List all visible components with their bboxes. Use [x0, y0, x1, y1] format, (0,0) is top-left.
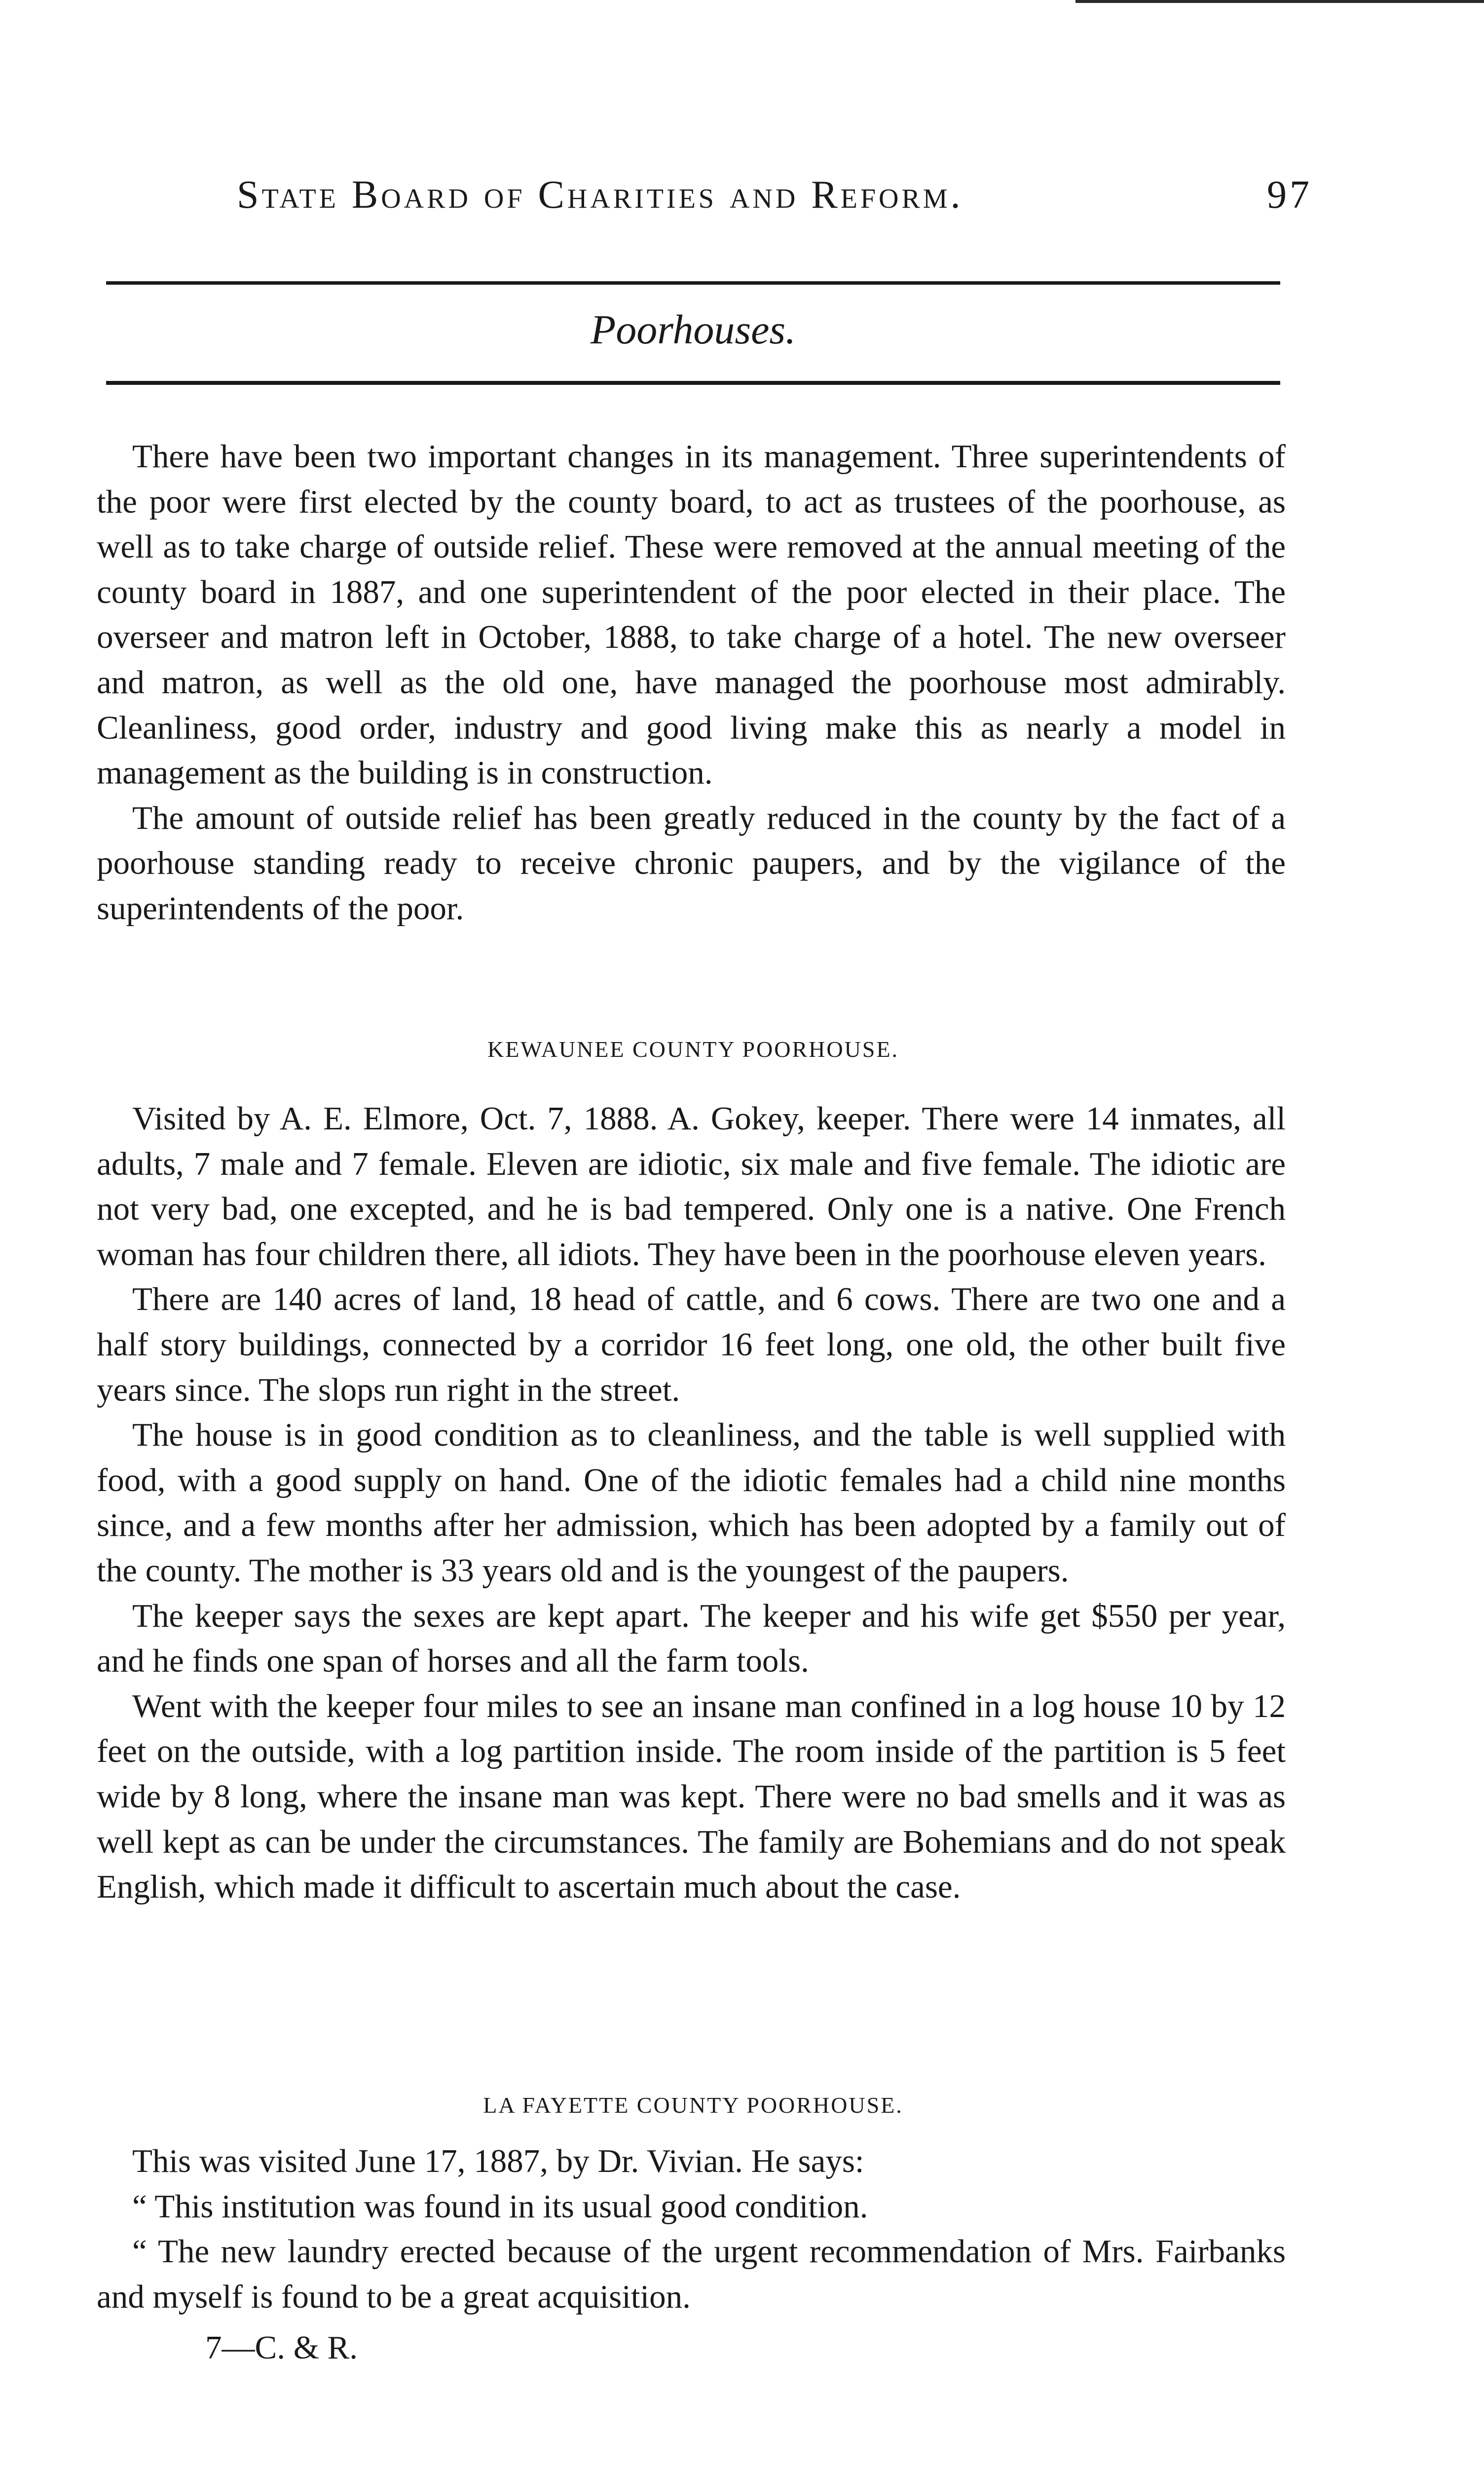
paragraph: Went with the keeper four miles to see an insane man confined in a log house 10 by 12 feet on the outside, with a log partition inside. The room inside of the partition is 5 feet wide by 8 long, where the insane man was kept. There were no bad smells and it was as well kept as can be under the circumstances. The family are Bohemians and do not speak English, which made it difficult to ascertain much about the case.: [97, 1687, 1286, 1906]
paragraph: The keeper says the sexes are kept apart. The keeper and his wife get $550 per year, and he finds one span of horses and all the farm tools.: [97, 1597, 1286, 1680]
paragraph: “ The new laundry erected because of the urgent recommendation of Mrs. Fairbanks and myself is found to be a great acquisition.: [97, 2233, 1286, 2315]
header-rule-top: [106, 281, 1280, 285]
paragraph: The house is in good condition as to cleanliness, and the table is well supplied with food, with a good supply on hand. One of the idiotic females had a child nine months since, and a few months after her admission, which has been adopted by a family out of the county. The mother is 33 years old and is the youngest of the paupers.: [97, 1417, 1286, 1589]
paragraph: The amount of outside relief has been greatly reduced in the county by the fact of a poorhouse standing ready to receive chronic paupers, and by the vigilance of the superintendents of the poor.: [97, 799, 1286, 927]
section-heading-kewaunee: KEWAUNEE COUNTY POORHOUSE.: [487, 1037, 899, 1062]
intro-text: [97, 434, 1286, 932]
header-rule-bottom: [106, 381, 1280, 385]
running-title: State Board of Charities and Reform.: [237, 173, 964, 217]
section-heading-lafayette: LA FAYETTE COUNTY POORHOUSE.: [483, 2093, 903, 2118]
kewaunee-text: [97, 1096, 1286, 1910]
page-number: 97: [1267, 173, 1312, 217]
paragraph: There have been two important changes in its management. Three superintendents of the poor were first elected by the county board, to act as trustees of the poorhouse, as well as to take charge of outside relief. These were removed at the annual meeting of the county board in 1887, and one superintendent of the poor elected in their place. The overseer and matron left in October, 1888, to take charge of a hotel. The new overseer and matron, as well as the old one, have managed the poorhouse most admirably. Cleanliness, good order, industry and good living make this as nearly a model in management as the building is in construction.: [97, 438, 1286, 791]
paragraph: This was visited June 17, 1887, by Dr. Vivian. He says:: [132, 2143, 864, 2179]
signature-mark: 7—C. & R.: [205, 2329, 358, 2366]
paragraph: “ This institution was found in its usual good condition.: [132, 2188, 868, 2225]
running-header: [237, 173, 1312, 218]
paragraph: There are 140 acres of land, 18 head of cattle, and 6 cows. There are two one and a half story buildings, connected by a corridor 16 feet long, one old, the other built five years since. The slops run right in the street.: [97, 1281, 1286, 1408]
top-edge-rule: [1076, 0, 1484, 3]
section-title: Poorhouses.: [590, 307, 796, 353]
lafayette-text: [97, 2139, 1286, 2319]
paragraph: Visited by A. E. Elmore, Oct. 7, 1888. A. Gokey, keeper. There were 14 inmates, all adults, 7 male and 7 female. Eleven are idiotic, six male and five female. The idiotic are not very bad, one excepted, and he is bad tempered. Only one is a native. One French woman has four children there, all idiots. They have been in the poorhouse eleven years.: [97, 1100, 1286, 1272]
